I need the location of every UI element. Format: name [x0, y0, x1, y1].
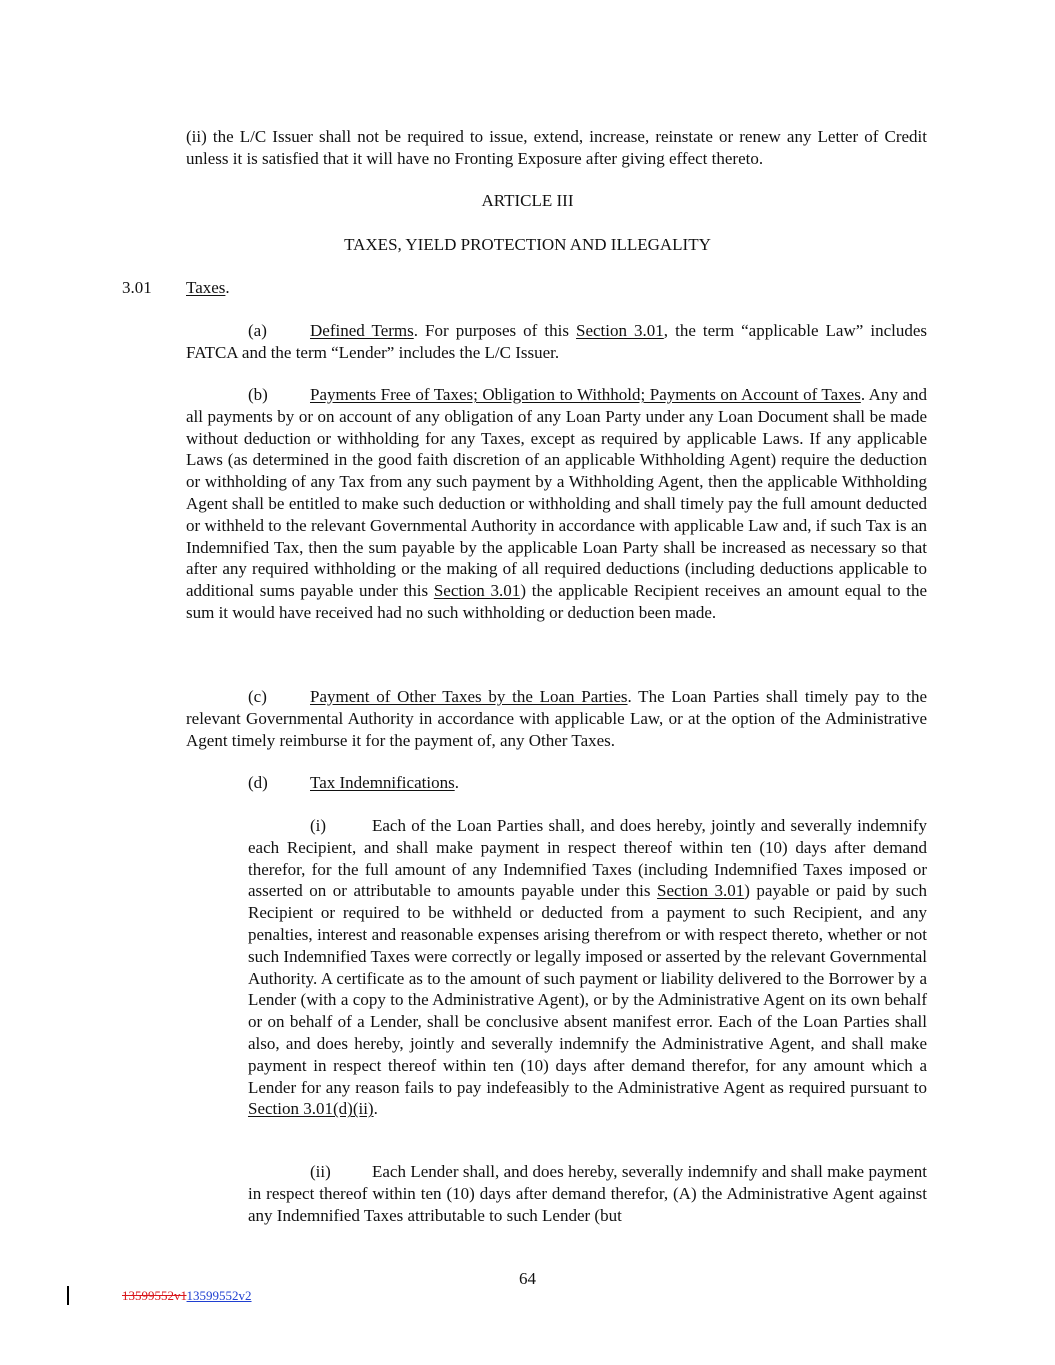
paragraph-text: . The Loan Parties shall timely pay to the relevant Governmental Authority in accordance with applicable Law, or at the option of the Administrative Agent timely reimburse it for the payment of, any Other Taxes. [186, 687, 927, 750]
paragraph-label: (c) [248, 687, 267, 706]
document-id [122, 1288, 252, 1304]
paragraph-text: ) the applicable Recipient receives an amount equal to the sum it would have received had no such withholding or deduction been made. [186, 581, 927, 622]
paragraph-text: . Any and all payments by or on account of any obligation of any Loan Party under any Loan Document shall be made without deduction or withholding for any Taxes, except as required by applicable Laws. If any applicable Laws (as determined in the good faith discretion of an applicable Withholding Agent) require the deduction or withholding of any Tax from any such payment by a Withholding Agent, then the applicable Withholding Agent shall be entitled to make such deduction or withholding and shall timely pay the full amount deducted or withheld to the relevant Governmental Authority in accordance with applicable Law and, if such Tax is an Indemnified Tax, then the sum payable by the applicable Loan Party shall be increased as necessary so that after any required withholding or the making of all required deductions (including deductions applicable to additional sums payable under this [186, 385, 928, 601]
paragraph-text: ) payable or paid by such Recipient or required to be withheld or deducted from a payment to such Recipient, and any penalties, interest and reasonable expenses arising therefrom or with respect thereto, whether or not such Indemnified Taxes were correctly or legally imposed or asserted by the relevant Governmental Authority. A certificate as to the amount of such payment or liability delivered to the Borrower by a Lender (with a copy to the Administrative Agent), or by the Administrative Agent on its own behalf or on behalf of a Lender, shall be conclusive absent manifest error. Each of the Loan Parties shall also, and does hereby, jointly and severally indemnify the Administrative Agent, and shall make payment in respect thereof within ten (10) days after demand therefor, for any amount which a Lender for any reason fails to pay indefeasibly to the Administrative Agent as required pursuant to [248, 881, 927, 1097]
article-title: TAXES, YIELD PROTECTION AND ILLEGALITY [344, 235, 711, 254]
paragraph-label: (a) [248, 321, 267, 340]
paragraph-label: (b) [248, 385, 268, 404]
paragraph-text: Each Lender shall, and does hereby, severally indemnify and shall make payment in respect thereof within ten (10) days after demand therefor, (A) the Administrative Agent against any Indemnified Taxes attributable to such Lender (but [248, 1162, 927, 1225]
paragraph-heading-period: . [454, 773, 459, 792]
paragraph-text: (ii) the L/C Issuer shall not be required to issue, extend, increase, reinstate or renew any Letter of Credit unless it is satisfied that it will have no Fronting Exposure after giving effect thereto. [186, 127, 927, 168]
section-number: 3.01 [122, 278, 152, 297]
paragraph-text: , the term “applicable Law” includes FATCA and the term “Lender” includes the L/C Issuer. [186, 321, 927, 362]
paragraph-text: . For purposes of this [413, 321, 576, 340]
paragraph-heading: Tax Indemnifications [310, 773, 455, 792]
paragraph-text: Each of the Loan Parties shall, and does hereby, jointly and severally indemnify each Recipient, and shall make payment in respect thereof within ten (10) days after demand therefor, for the full amount of any Indemnified Taxes (including Indemnified Taxes imposed or asserted on or attributable to amounts payable under this [248, 816, 927, 901]
article-number: ARTICLE III [481, 191, 574, 210]
section-title: Taxes [186, 278, 226, 297]
document-id-inserted: 13599552v2 [186, 1288, 252, 1303]
document-id-deleted: 13599552v1 [122, 1288, 187, 1303]
section-title-period: . [225, 278, 230, 297]
paragraph-b [186, 384, 927, 624]
paragraph-label: (d) [248, 773, 268, 792]
section-reference: Section 3.01 [576, 321, 664, 340]
section-reference: Section 3.01 [433, 581, 521, 601]
paragraph-heading: Payment of Other Taxes by the Loan Parties [310, 687, 628, 706]
paragraph-label: (i) [310, 816, 327, 835]
paragraph-a [186, 320, 927, 364]
paragraph-d-ii [248, 1161, 927, 1226]
paragraph-lc-issuer [186, 126, 927, 170]
paragraph-heading: Payments Free of Taxes; Obligation to Withhold; Payments on Account of Taxes [310, 385, 861, 404]
paragraph-d [186, 772, 927, 794]
paragraph-d-i [248, 815, 927, 1120]
paragraph-c [186, 686, 927, 751]
paragraph-heading: Defined Terms [310, 321, 414, 340]
page-number: 64 [519, 1269, 536, 1288]
change-bar [67, 1286, 69, 1305]
section-reference: Section 3.01 [656, 881, 745, 901]
section-reference: Section 3.01(d)(ii) [248, 1099, 374, 1119]
paragraph-text: . [373, 1099, 378, 1119]
paragraph-label: (ii) [310, 1162, 331, 1181]
